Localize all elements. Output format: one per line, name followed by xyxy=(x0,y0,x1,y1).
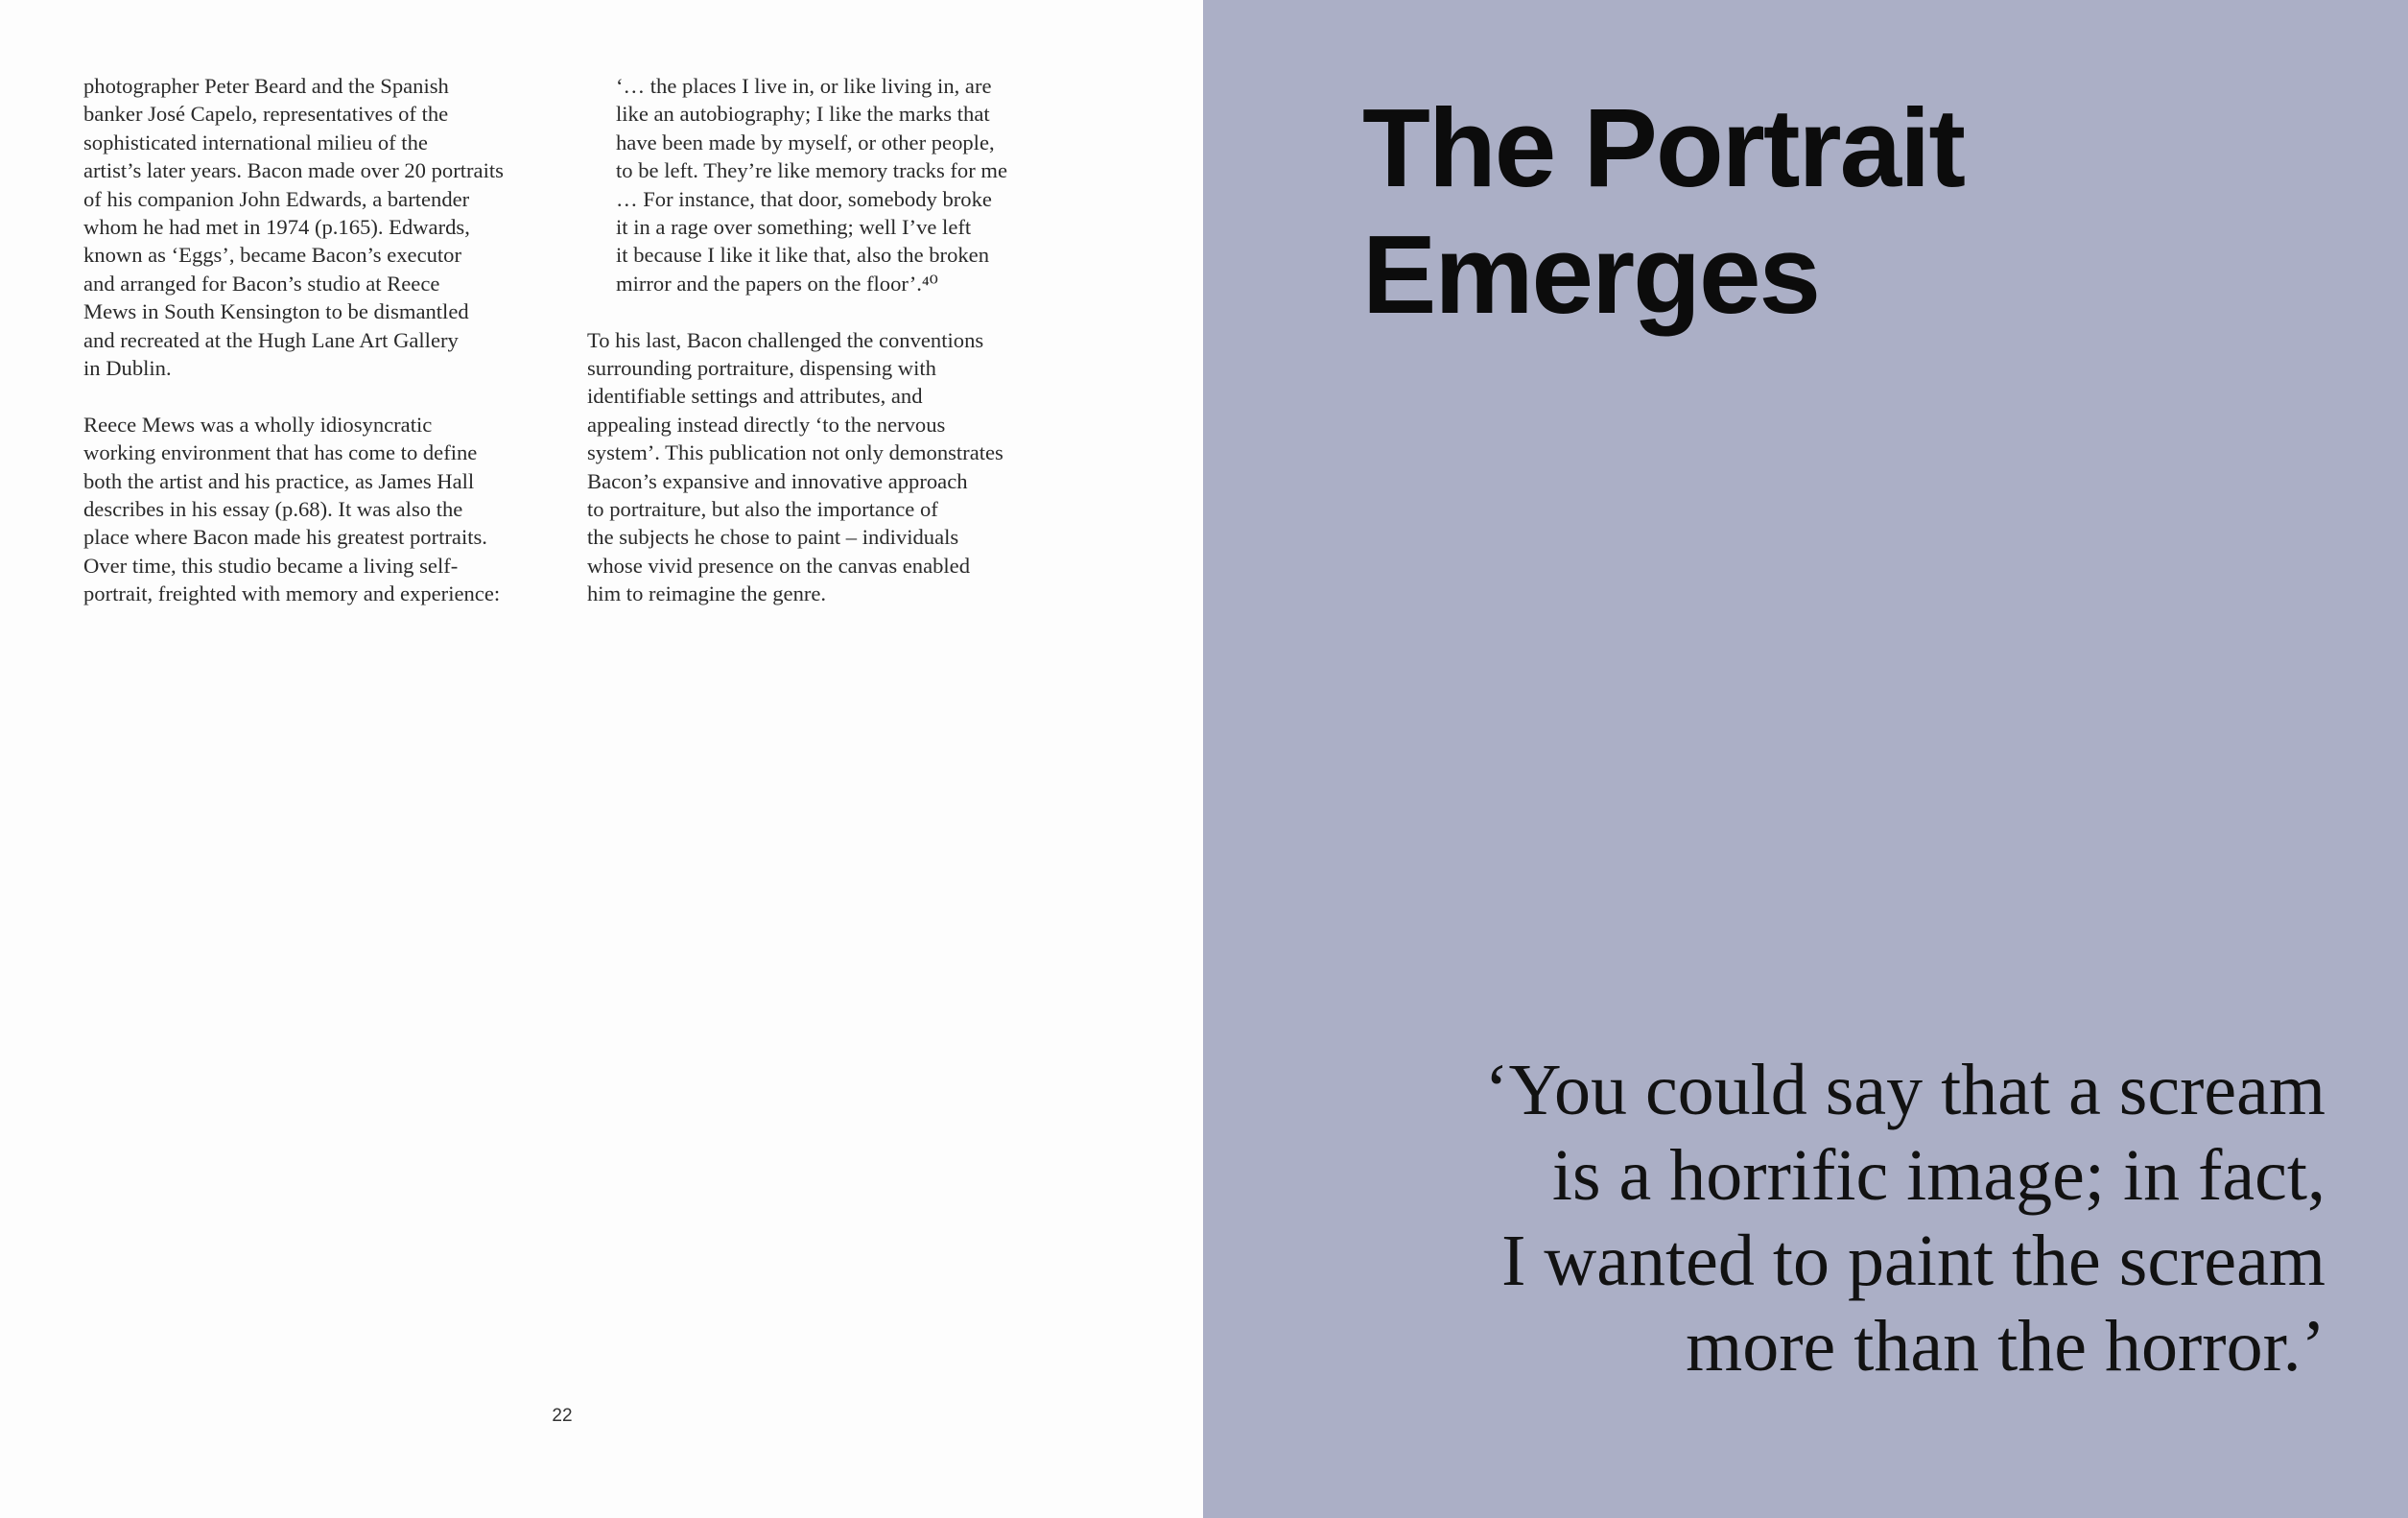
pull-quote-line: I wanted to paint the scream xyxy=(1501,1221,2325,1301)
title-line: The Portrait xyxy=(1362,85,1964,210)
text-line: and arranged for Bacon’s studio at Reece xyxy=(83,271,440,296)
text-line: system’. This publication not only demonstrates xyxy=(587,440,1003,465)
quote-line: … For instance, that door, somebody broke xyxy=(616,186,992,211)
text-line: the subjects he chose to paint – individuals xyxy=(587,525,959,550)
chapter-title xyxy=(1362,84,1964,338)
quote-line: ‘… the places I live in, or like living in, are xyxy=(616,74,992,98)
text-line: appealing instead directly ‘to the nervous xyxy=(587,412,946,437)
text-line: identifiable settings and attributes, and xyxy=(587,384,923,409)
text-line: Mews in South Kensington to be dismantled xyxy=(83,299,469,324)
quote-line: to be left. They’re like memory tracks for me xyxy=(616,158,1008,183)
text-line: To his last, Bacon challenged the conventions xyxy=(587,327,984,352)
title-line: Emerges xyxy=(1362,212,1820,337)
pull-quote xyxy=(1484,1048,2325,1389)
text-line: surrounding portraiture, dispensing with xyxy=(587,356,936,381)
quote-line: it because I like it like that, also the broken xyxy=(616,243,989,268)
paragraph-conclusion xyxy=(587,326,1086,608)
text-line: in Dublin. xyxy=(83,356,172,381)
text-line: artist’s later years. Bacon made over 20 portraits xyxy=(83,158,504,183)
text-line: to portraiture, but also the importance of xyxy=(587,497,938,522)
text-line: banker José Capelo, representatives of the xyxy=(83,102,449,127)
text-line: Over time, this studio became a living self- xyxy=(83,553,459,578)
text-line: Bacon’s expansive and innovative approach xyxy=(587,468,968,493)
quote-line: mirror and the papers on the floor’.⁴⁰ xyxy=(616,271,938,296)
paragraph-gap xyxy=(83,382,582,410)
page-number: 22 xyxy=(552,1406,573,1426)
text-line: and recreated at the Hugh Lane Art Gallery xyxy=(83,327,459,352)
text-line: describes in his essay (p.68). It was also the xyxy=(83,497,463,522)
paragraph-reece-mews xyxy=(83,411,582,608)
text-line: of his companion John Edwards, a bartender xyxy=(83,186,470,211)
pull-quote-line: more than the horror.’ xyxy=(1686,1306,2325,1387)
text-line: Reece Mews was a wholly idiosyncratic xyxy=(83,412,433,437)
text-column-1 xyxy=(83,72,582,608)
text-column-2 xyxy=(587,72,1086,608)
text-line: sophisticated international milieu of the xyxy=(83,130,428,154)
pull-quote-line: is a horrific image; in fact, xyxy=(1551,1135,2325,1216)
text-line: known as ‘Eggs’, became Bacon’s executor xyxy=(83,243,462,268)
quote-line: have been made by myself, or other people, xyxy=(616,130,995,154)
paragraph-studio-history xyxy=(83,72,582,382)
block-quote xyxy=(587,72,1086,297)
pull-quote-line: ‘You could say that a scream xyxy=(1484,1050,2325,1130)
quote-line: like an autobiography; I like the marks that xyxy=(616,102,990,127)
text-line: working environment that has come to define xyxy=(83,440,478,465)
paragraph-gap xyxy=(587,297,1086,325)
text-line: him to reimagine the genre. xyxy=(587,581,827,606)
left-page xyxy=(0,0,1203,1518)
text-line: whose vivid presence on the canvas enabled xyxy=(587,553,971,578)
text-line: photographer Peter Beard and the Spanish xyxy=(83,74,449,98)
text-line: whom he had met in 1974 (p.165). Edwards, xyxy=(83,215,470,240)
right-page xyxy=(1203,0,2408,1518)
text-line: both the artist and his practice, as James Hall xyxy=(83,468,475,493)
text-line: portrait, freighted with memory and experience: xyxy=(83,581,501,606)
text-line: place where Bacon made his greatest portraits. xyxy=(83,525,487,550)
quote-line: it in a rage over something; well I’ve left xyxy=(616,215,972,240)
